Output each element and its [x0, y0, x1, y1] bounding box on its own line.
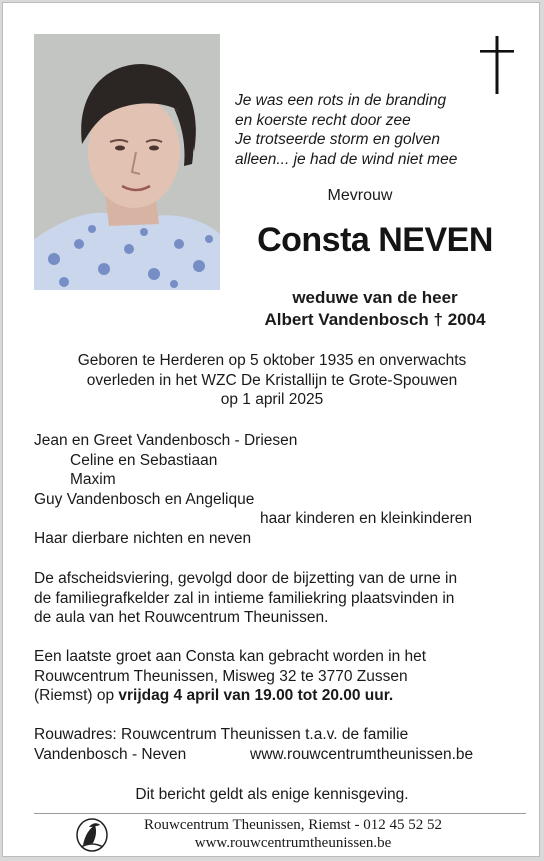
visit-line-prefix: (Riemst) op — [34, 687, 119, 704]
poem — [235, 91, 525, 169]
family-line: Haar dierbare nichten en neven — [34, 529, 252, 547]
family-list — [34, 431, 510, 548]
portrait-illustration — [34, 34, 220, 290]
spouse-info — [225, 287, 525, 331]
family-line: Guy Vandenbosch en Angelique — [34, 490, 255, 508]
poem-line: Je was een rots in de branding — [235, 92, 447, 109]
visit-line: Een laatste groet aan Consta kan gebracht worden in het — [34, 648, 427, 665]
ceremony-line: de aula van het Rouwcentrum Theunissen. — [34, 609, 329, 626]
poem-line: en koerste recht door zee — [235, 111, 411, 129]
footer-divider — [34, 813, 526, 814]
footer-website[interactable]: www.rouwcentrumtheunissen.be — [194, 835, 392, 851]
spouse-line: weduwe van de heer — [292, 288, 458, 307]
obituary-card — [2, 2, 540, 857]
notice: Dit bericht geldt als enige kennisgeving. — [135, 786, 409, 803]
title-label: Mevrouw — [327, 187, 393, 204]
poem-line: Je trotseerde storm en golven — [235, 131, 441, 148]
mourning-address — [34, 725, 514, 764]
family-line: haar kinderen en kleinkinderen — [260, 510, 472, 527]
family-line: Maxim — [70, 471, 116, 488]
visit-line: Rouwcentrum Theunissen, Misweg 32 te 3770 Zussen — [34, 667, 408, 685]
birth-death-line: Geboren te Herderen op 5 oktober 1935 en onverwachts — [77, 352, 467, 369]
ceremony-line: De afscheidsviering, gevolgd door de bijzetting van de urne in — [34, 570, 458, 587]
address-line: Rouwadres: Rouwcentrum Theunissen t.a.v. de familie — [34, 726, 409, 743]
family-line: Jean en Greet Vandenbosch - Driesen — [34, 432, 298, 449]
footer-contact: Rouwcentrum Theunissen, Riemst - 012 45 52 52 — [143, 817, 443, 833]
funeral-home-logo-icon — [75, 817, 109, 853]
birth-death-line: overleden in het WZC De Kristallijn te Grote-Spouwen — [86, 371, 458, 389]
footer — [113, 816, 473, 852]
birth-death-info — [34, 351, 510, 410]
spouse-line: Albert Vandenbosch † 2004 — [264, 310, 486, 329]
website-link[interactable]: www.rouwcentrumtheunissen.be — [250, 745, 474, 763]
portrait-photo — [34, 34, 220, 290]
visit-info — [34, 647, 514, 706]
poem-line: alleen... je had de wind niet mee — [235, 150, 458, 168]
address-line — [34, 745, 514, 765]
family-line: Celine en Sebastiaan — [70, 451, 218, 469]
deceased-name: Consta NEVEN — [257, 221, 493, 259]
address-family: Vandenbosch - Neven — [34, 745, 187, 763]
visit-line — [34, 686, 514, 706]
ceremony-line: de familiegrafkelder zal in intieme familiekring plaatsvinden in — [34, 589, 455, 607]
ceremony-info — [34, 569, 514, 628]
birth-death-line: op 1 april 2025 — [220, 391, 324, 408]
cross-icon — [480, 36, 514, 94]
visit-time: vrijdag 4 april van 19.00 tot 20.00 uur. — [118, 687, 394, 704]
